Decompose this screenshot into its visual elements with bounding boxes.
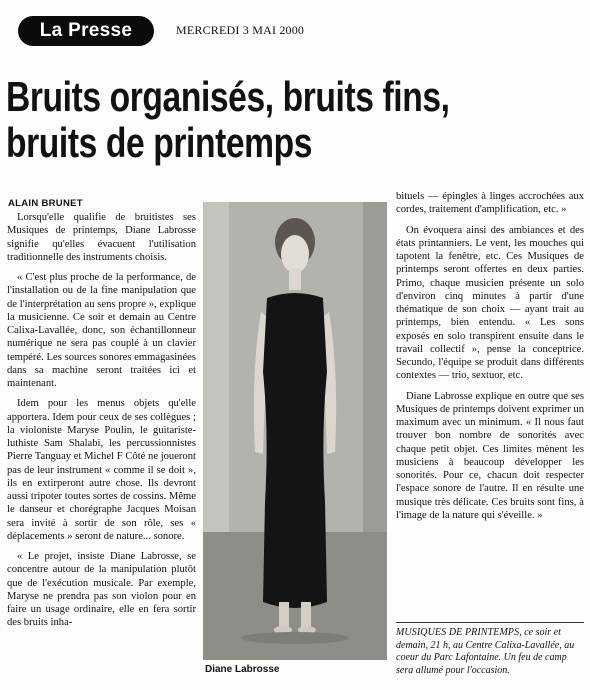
article-column-1 (7, 211, 196, 637)
paragraph: Diane Labrosse explique en outre que ses Musiques de printemps doivent exprimer un maximum avec un minimum. « Il nous faut trouver bon nombre de sonorités avec chaque petit objet. Ces limites mènent les musiciens à beaucoup développer les sonorités. Pour ce, chacun doit respecter l'espace sonore de l'autre. Il en résulte une musique très délicate. Ces bruits sont fins, à l'image de la nature qui s'éveille. » (396, 390, 584, 521)
portrait-photo (203, 202, 387, 660)
paragraph: « C'est plus proche de la performance, de l'installation ou de la fine manipulation que de l'interprétation au sens propre », explique la musicienne. Ce soir et demain au Centre Calixa-Lavallée, donc, son échantillonneur numérique ne sera pas couplé à un clavier tempéré. Les sources sonores emmagasinées dans sa machine seront traitées ici et maintenant. (7, 272, 196, 389)
masthead (18, 16, 578, 50)
event-info-note (396, 627, 584, 677)
paragraph: On évoquera ainsi des ambiances et des états printanniers. Le vent, les mouches qui tapotent la fenêtre, etc. Ces Musiques de printemps seront offertes en deux parties. Primo, chaque musicien présente un solo d'environ cinq minutes à partir d'une thématique de son choix — ayant trait au printemps, bien entendu. « Les sons exposés en solo transpirent ensuite dans le travail collectif », pense la conceptrice. Secundo, l'équipe se produit dans différents contextes — trio, sextuor, etc. (396, 224, 584, 382)
event-title: MUSIQUES DE PRINTEMPS (396, 627, 520, 638)
portrait-illustration (203, 202, 387, 660)
paragraph: Idem pour les menus objets qu'elle apportera. Idem pour ceux de ses collègues ; la violoniste Maryse Poulin, le guitariste-luthiste Sam Shalabi, les percussionnistes Pierre Tanguay et Michel F Côté ne joueront pas de leur instrument « comme il se doit », ils en extirperont autre chose. Ils devront aussi tripoter toutes sortes de cossins. Même le danseur et chorégraphe Jacques Moisan sera invité à sortir de son rôle, ses « déplacements » seront de nature... sonore. (7, 398, 196, 542)
event-details: , ce soir et demain, 21 h, au Centre Calixa-Lavallée, au coeur du Parc Lafontaine. Un feu de camp sera allumé pour l'occasion. (396, 627, 575, 676)
article-headline (6, 74, 468, 166)
paragraph: « Le projet, insiste Diane Labrosse, se concentre autour de la manipulation plutôt que de l'exécution musicale. Par exemple, Maryse ne prendra pas son violon pour en faire un usage ordinaire, elle en fera sortir des bruits inha- (7, 551, 196, 629)
article-column-3 (396, 190, 584, 529)
divider (396, 622, 584, 623)
byline: ALAIN BRUNET (8, 198, 83, 209)
newspaper-logo: La Presse (18, 16, 154, 46)
photo-caption: Diane Labrosse (205, 664, 280, 675)
paragraph: bituels — épingles à linges accrochées aux cordes, traitement d'amplification, etc. » (396, 191, 584, 216)
publication-date: MERCREDI 3 MAI 2000 (176, 23, 305, 37)
headline-line-1: Bruits organisés, bruits fins, (6, 73, 450, 120)
headline-line-2: bruits de printemps (6, 119, 313, 166)
paragraph: Lorsqu'elle qualifie de bruitistes ses Musiques de printemps, Diane Labrosse signifie qu'elles évacuent l'utilisation traditionnelle des instruments choisis. (7, 212, 196, 263)
